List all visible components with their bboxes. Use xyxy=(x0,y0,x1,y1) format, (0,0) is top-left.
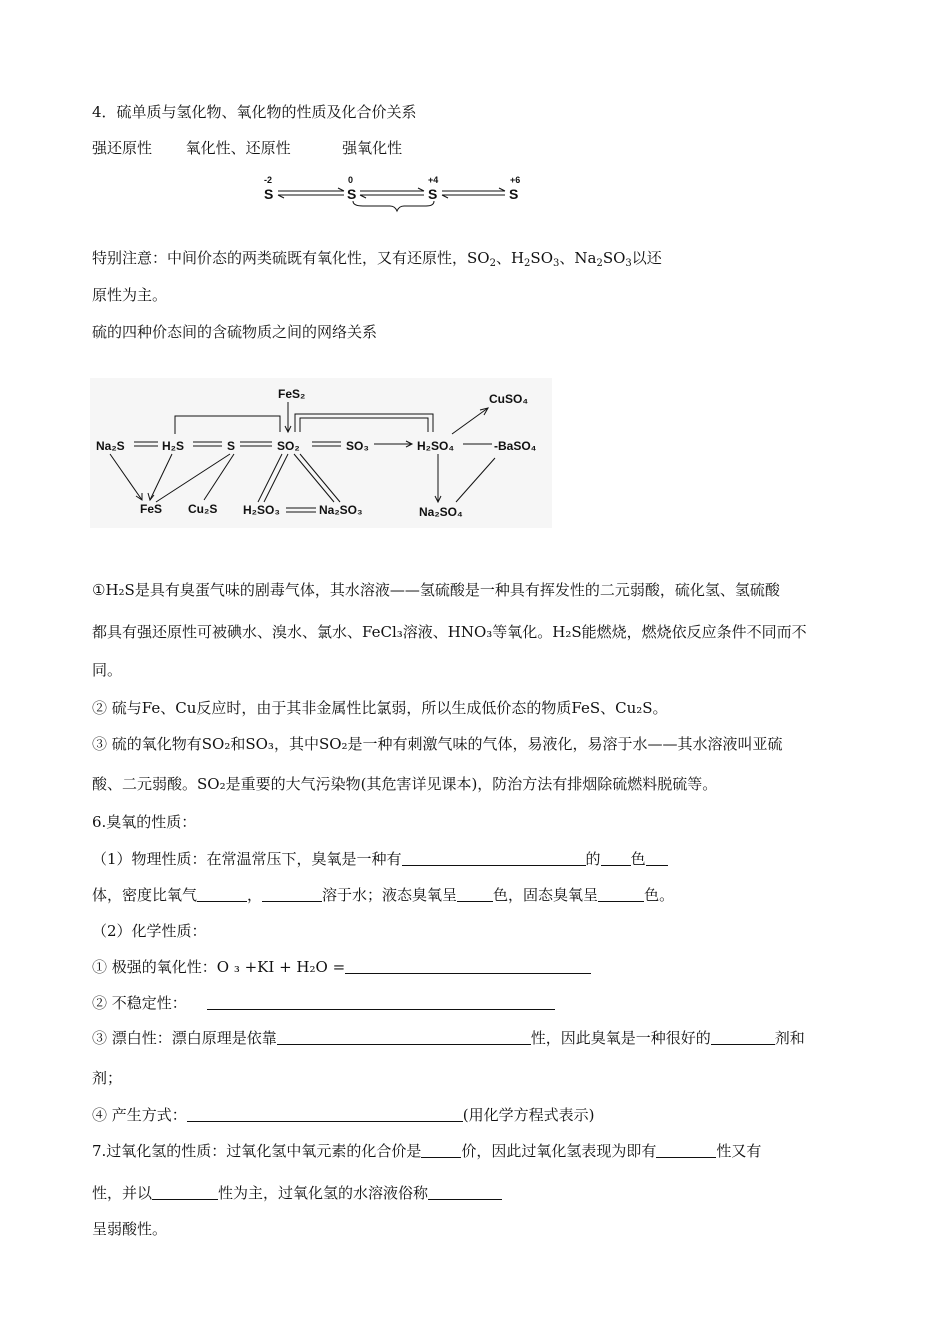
blank-property-1[interactable] xyxy=(656,1142,716,1158)
equilibrium-arrows xyxy=(278,188,505,211)
blank-color[interactable] xyxy=(601,850,631,866)
section-7-line-3: 呈弱酸性。 xyxy=(92,1220,168,1238)
blank-main-property[interactable] xyxy=(152,1184,218,1200)
physical-properties-line-2: 体，密度比氧气 ， 溶于水；液态臭氧呈 色，固态臭氧呈 色。 xyxy=(92,886,675,904)
blank-solid-color[interactable] xyxy=(598,886,644,902)
section-6-heading: 6.臭氧的性质： xyxy=(92,813,197,831)
paragraph-2: ② 硫与Fe、Cu反应时，由于其非金属性比氯弱，所以生成低价态的物质FeS、Cu₂S。 xyxy=(92,699,668,717)
blank-unstable-equation[interactable] xyxy=(207,994,555,1010)
chem-bleaching-line-2: 剂； xyxy=(92,1069,123,1087)
node-s: S xyxy=(227,439,236,453)
blank-bleaching-basis[interactable] xyxy=(277,1029,531,1045)
network-diagram xyxy=(90,378,552,528)
section-7-line-1: 7.过氧化氢的性质：过氧化氢中氧元素的化合价是 价，因此过氧化氢表现为即有 性又有 xyxy=(92,1142,762,1160)
blank-liquid-color[interactable] xyxy=(457,886,493,902)
node-so2: SO₂ xyxy=(277,439,300,453)
node-na2so4: Na₂SO₄ xyxy=(419,505,463,519)
valence-minus2: -2 xyxy=(264,175,273,185)
node-na2so3: Na₂SO₃ xyxy=(319,503,363,517)
property-labels xyxy=(92,138,402,158)
node-h2so4: H₂SO₄ xyxy=(417,439,455,453)
blank-solubility[interactable] xyxy=(262,886,322,902)
node-cu2s: Cu₂S xyxy=(188,502,218,516)
label-ox-red: 氧化性、还原性 xyxy=(185,139,291,157)
section-4-heading: 4．硫单质与氢化物、氧化物的性质及化合价关系 xyxy=(92,103,417,121)
paragraph-3-line-1: ③ 硫的氧化物有SO₂和SO₃，其中SO₂是一种有刺激气味的气体，易液化，易溶于水——其水溶液叫亚硫 xyxy=(92,735,783,753)
label-strong-oxidizing: 强氧化性 xyxy=(342,139,403,157)
blank-odor[interactable] xyxy=(402,850,586,866)
blank-oxidizing-equation[interactable] xyxy=(345,958,591,974)
node-baso4: -BaSO₄ xyxy=(494,439,537,453)
chem-unstable-line: ② 不稳定性： xyxy=(92,993,555,1013)
node-h2s: H₂S xyxy=(162,439,185,453)
chem-production-line: ④ 产生方式： (用化学方程式表示) xyxy=(92,1106,595,1124)
blank-density[interactable] xyxy=(197,886,247,902)
node-cuso4: CuSO₄ xyxy=(489,392,529,406)
physical-properties-line: （1）物理性质：在常温常压下，臭氧是一种有 的 色 xyxy=(92,849,668,869)
sulfur-minus2: S xyxy=(264,186,274,202)
special-note-line2: 原性为主。 xyxy=(92,286,168,304)
sulfur-0: S xyxy=(347,186,357,202)
special-note: 特别注意：中间价态的两类硫既有氧化性，又有还原性，$SO_2$、$H_2SO_3$、$Na_2SO_3$以还 xyxy=(92,249,662,269)
node-fes2: FeS₂ xyxy=(278,387,306,401)
paragraph-3-line-2: 酸、二元弱酸。SO₂是重要的大气污染物(其危害详见课本)，防治方法有排烟除硫燃料脱硫等。 xyxy=(92,775,718,793)
sulfur-plus4: S xyxy=(428,186,438,202)
brace xyxy=(353,201,434,211)
network-title: 硫的四种价态间的含硫物质之间的网络关系 xyxy=(92,323,378,341)
node-fes: FeS xyxy=(140,502,163,516)
blank-common-name[interactable] xyxy=(428,1184,502,1200)
chem-oxidizing-line: ① 极强的氧化性：O ₃ +KI + H₂O = xyxy=(92,957,591,977)
chemical-properties-heading: （2）化学性质： xyxy=(92,922,207,940)
paragraph-1-line-2: 都具有强还原性可被碘水、溴水、氯水、FeCl₃溶液、HNO₃等氧化。H₂S能燃烧，燃烧依反应条件不同而不 xyxy=(92,623,807,641)
label-strong-reducing: 强还原性 xyxy=(92,139,153,157)
valence-plus4: +4 xyxy=(428,175,439,185)
node-so3: SO₃ xyxy=(346,439,369,453)
node-na2s: Na₂S xyxy=(96,439,125,453)
paragraph-1-line-3: 同。 xyxy=(92,661,123,679)
chem-bleaching-line: ③ 漂白性：漂白原理是依靠 性，因此臭氧是一种很好的 剂和 xyxy=(92,1029,805,1047)
blank-state[interactable] xyxy=(646,850,668,866)
valence-0: 0 xyxy=(348,175,354,185)
valence-plus6: +6 xyxy=(510,175,521,185)
blank-agent-1[interactable] xyxy=(711,1029,775,1045)
section-7-line-2: 性，并以 性为主，过氧化氢的水溶液俗称 xyxy=(92,1183,502,1203)
valence-diagram xyxy=(258,170,528,215)
sulfur-plus6: S xyxy=(509,186,519,202)
node-h2so3: H₂SO₃ xyxy=(243,503,280,517)
blank-production-equation[interactable] xyxy=(187,1106,463,1122)
paragraph-1-line-1: ①H₂S是具有臭蛋气味的剧毒气体，其水溶液——氢硫酸是一种具有挥发性的二元弱酸，硫化氢、氢硫酸 xyxy=(92,581,780,599)
blank-valence[interactable] xyxy=(421,1142,461,1158)
